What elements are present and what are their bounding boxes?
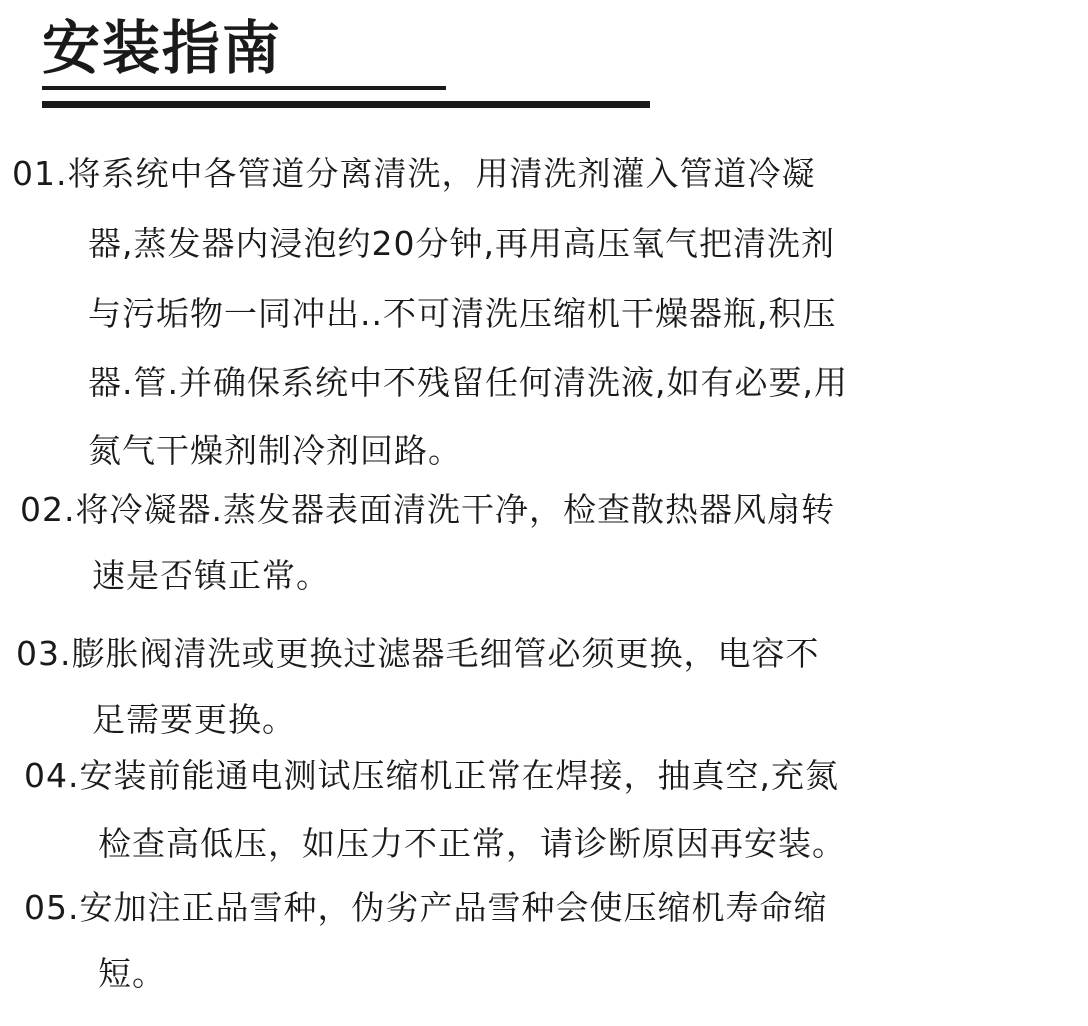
step-02-text: 将冷凝器.蒸发器表面清洗干净，检查散热器风扇转: [75, 490, 835, 529]
page-title: 安装指南: [42, 14, 283, 82]
step-01-line-4: 器.管.并确保系统中不残留任何清洗液,如有必要,用: [88, 363, 848, 402]
step-01-line-2: 器,蒸发器内浸泡约20分钟,再用高压氧气把清洗剂: [88, 224, 835, 263]
step-02-number: 02.: [20, 490, 76, 529]
title-underline-thick: [42, 101, 650, 108]
step-04-line-1: [24, 756, 839, 796]
step-04-number: 04.: [24, 756, 80, 795]
step-01-line-3: 与污垢物一同冲出..不可清洗压缩机干燥器瓶,积压: [88, 294, 837, 333]
step-05-line-2: 短。: [98, 954, 166, 993]
step-05-line-1: [24, 888, 827, 928]
step-02-line-2: 速是否镇正常。: [92, 556, 330, 595]
step-01-text: 将系统中各管道分离清洗，用清洗剂灌入管道冷凝: [67, 154, 816, 193]
step-01-line-5: 氮气干燥剂制冷剂回路。: [88, 431, 462, 470]
title-underline-thin: [42, 86, 446, 90]
step-03-line-2: 足需要更换。: [92, 700, 296, 739]
step-03-line-1: [16, 634, 819, 674]
step-01-number: 01.: [12, 154, 68, 193]
step-05-text: 安加注正品雪种，伪劣产品雪种会使压缩机寿命缩: [79, 888, 828, 927]
step-05-number: 05.: [24, 888, 80, 927]
step-04-line-2: 检查高低压，如压力不正常，请诊断原因再安装。: [98, 824, 846, 863]
step-03-text: 膨胀阀清洗或更换过滤器毛细管必须更换，电容不: [71, 634, 820, 673]
step-03-number: 03.: [16, 634, 72, 673]
step-02-line-1: [20, 490, 835, 530]
step-01-line-1: [12, 154, 815, 194]
step-04-text: 安装前能通电测试压缩机正常在焊接，抽真空,充氮: [79, 756, 839, 795]
